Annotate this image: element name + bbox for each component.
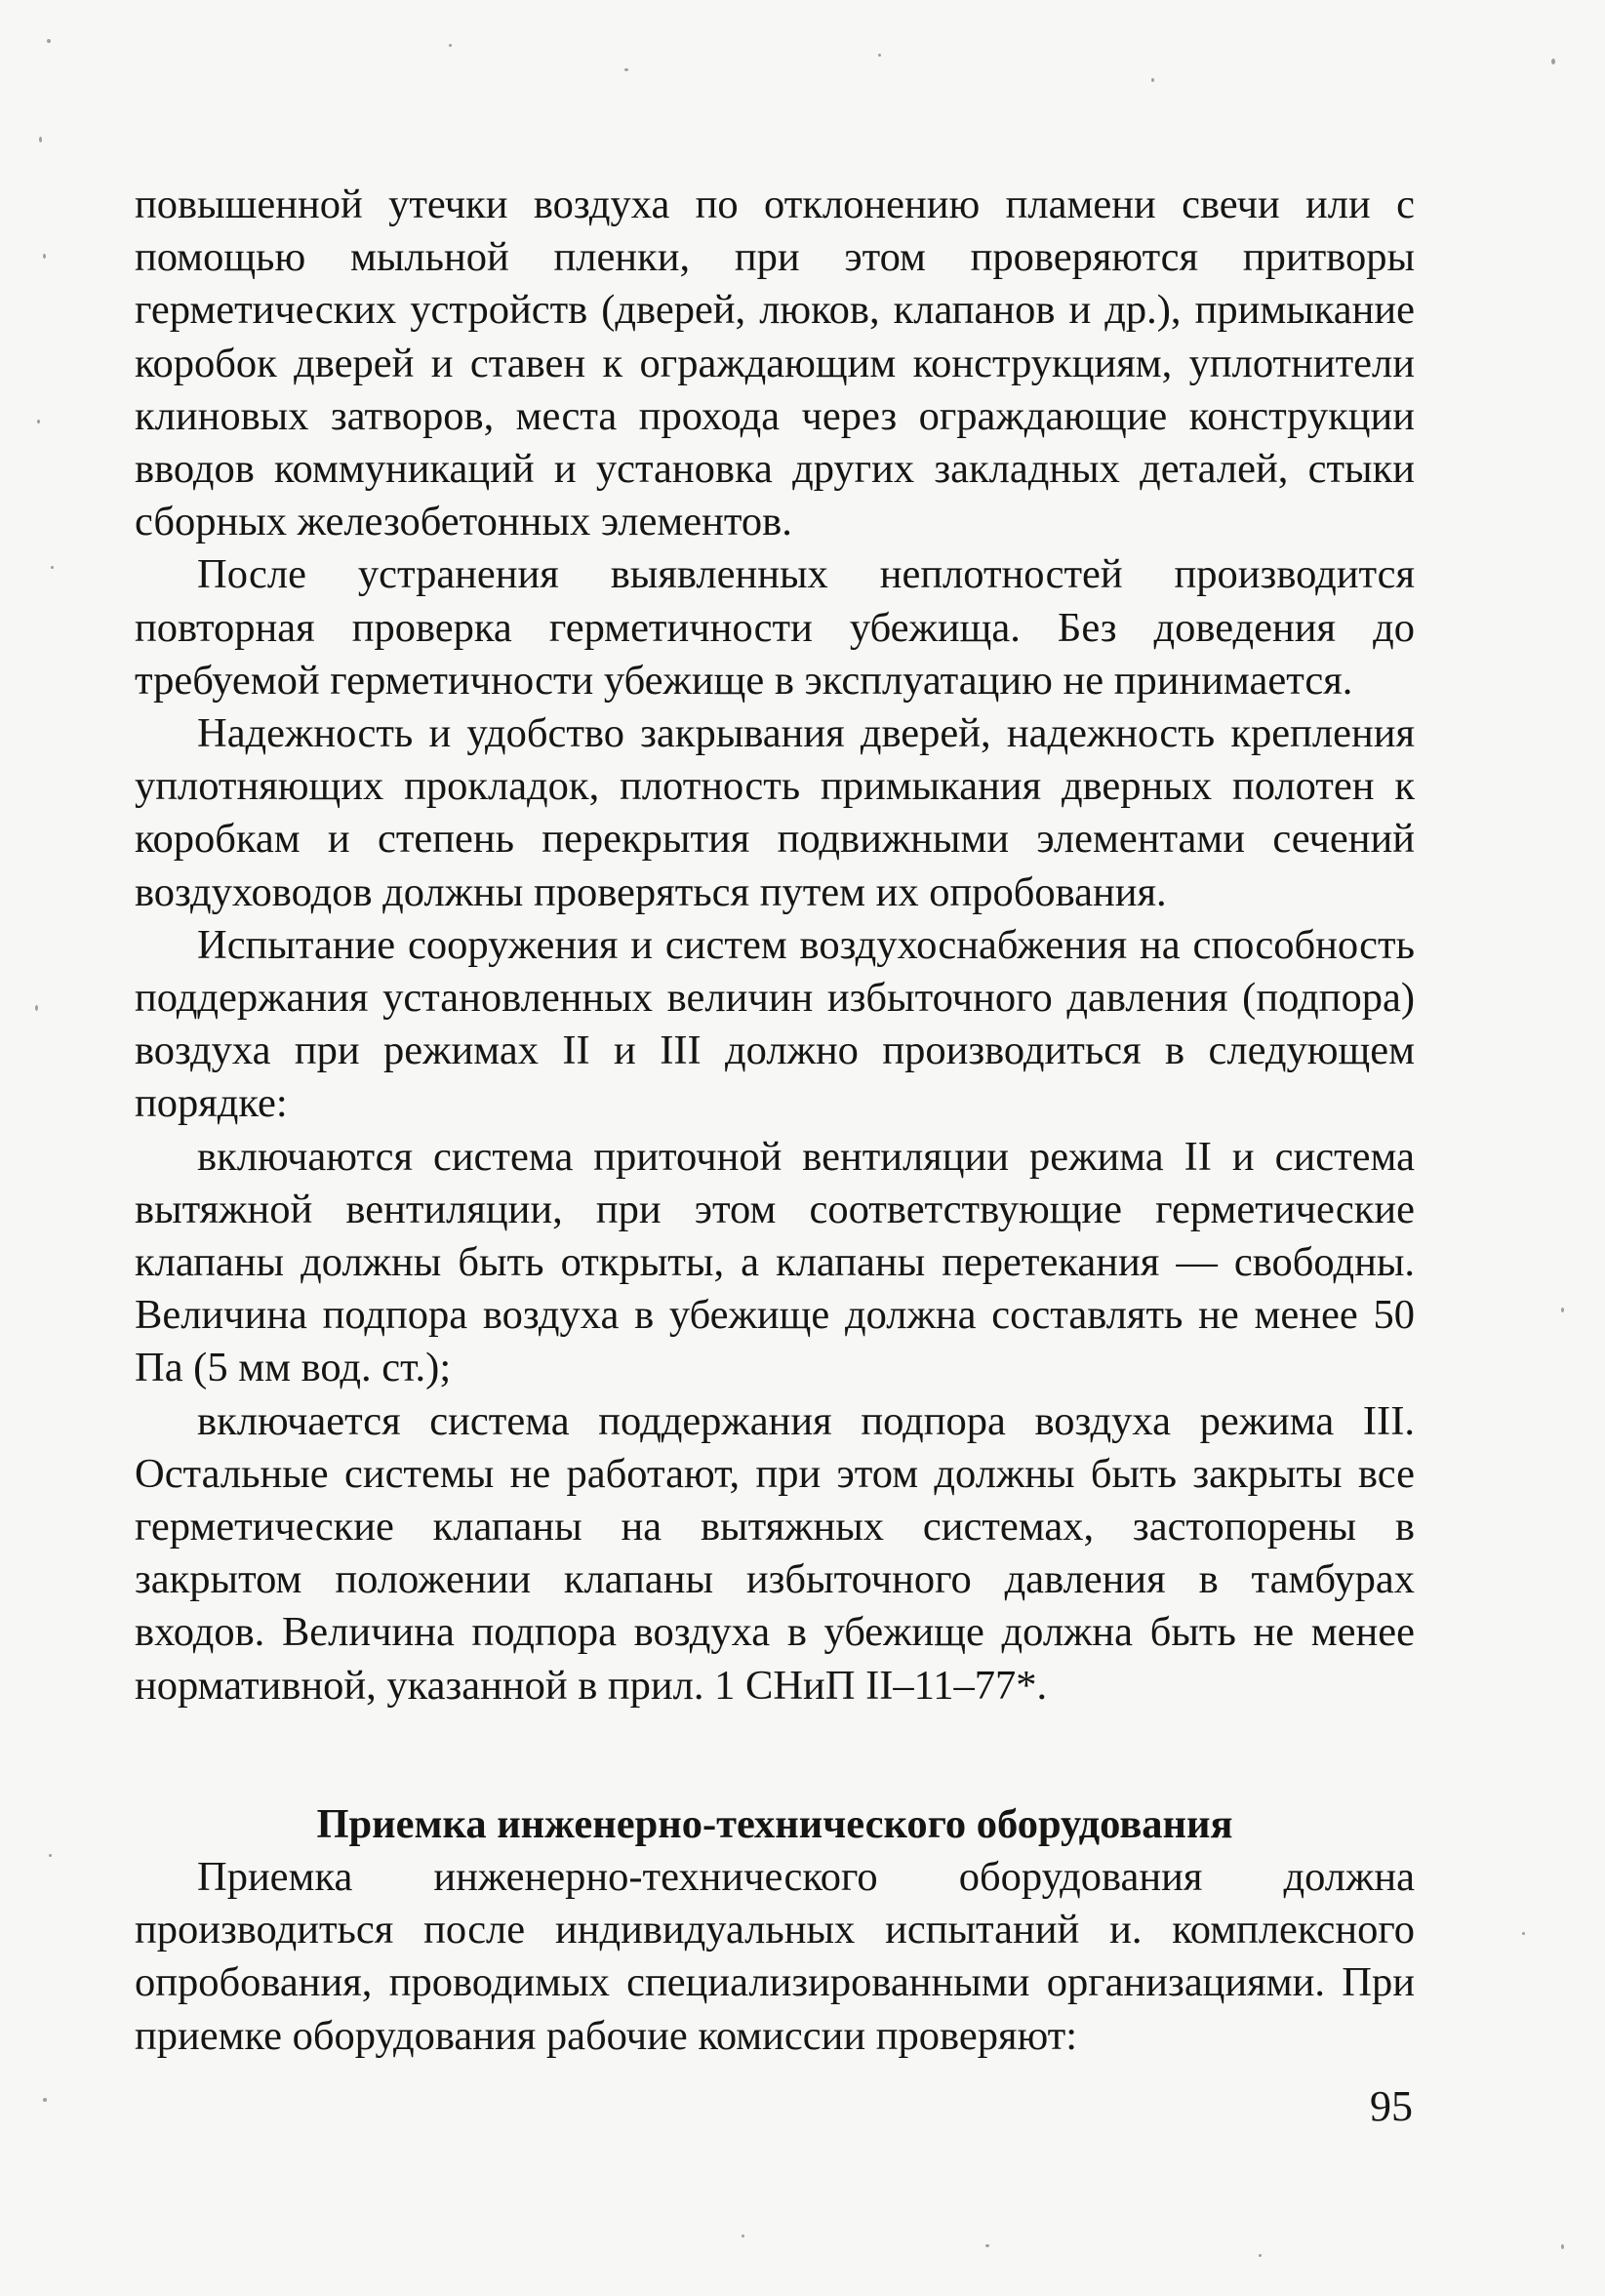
paragraph-1: повышенной утечки воздуха по отклонению пламени свечи или с помощью мыльной пленки, при этом проверяются притворы герметических устройств (дверей, люков, клапанов и др.), примыкание коробок дверей и ставен к ограждающим конструкциям, уплотнители клиновых затворов, места прохода через ограждающие конструкции вводов коммуникаций и установка других закладных деталей, стыки сборных железобетонных элементов. (135, 181, 1415, 545)
paragraph-3: Надежность и удобство закрывания дверей, надежность крепления уплотняющих прокладок, плотность примыкания дверных полотен к коробкам и степень перекрытия подвижными элементами сечений воздуховодов должны проверяться путем их опробования. (135, 710, 1415, 915)
body-text (135, 179, 1415, 1712)
section-heading: Приемка инженерно-технического оборудования (316, 1801, 1233, 1847)
paragraph-4: Испытание сооружения и систем воздухоснабжения на способность поддержания установленных величин избыточного давления (подпора) воздуха при режимах II и III должно производиться в следующем порядке: (135, 921, 1415, 1127)
paragraph-6: включается система поддержания подпора воздуха режима III. Остальные системы не работают, при этом должны быть закрыты все герметические клапаны на вытяжных системах, застопорены в закрытом положении клапаны избыточного давления в тамбурах входов. Величина подпора воздуха в убежище должна быть не менее нормативной, указанной в прил. 1 СНиП II–11–77*. (135, 1397, 1415, 1709)
section-body (135, 1851, 1415, 2063)
paragraph-5: включаются система приточной вентиляции режима II и система вытяжной вентиляции, при этом соответствующие герметические клапаны должны быть открыты, а клапаны перетекания — свободны. Величина подпора воздуха в убежище должна составлять не менее 50 Па (5 мм вод. ст.); (135, 1133, 1415, 1391)
section-paragraph: Приемка инженерно-технического оборудования должна производиться после индивидуальных испытаний и. комплексного опробования, проводимых специализированными организациями. При приемке оборудования рабочие комиссии проверяют: (135, 1854, 1415, 2059)
page-number: 95 (1370, 2082, 1413, 2130)
paragraph-2: После устранения выявленных неплотностей производится повторная проверка герметичности убежища. Без доведения до требуемой герметичности убежище в эксплуатацию не принимается. (135, 551, 1415, 704)
